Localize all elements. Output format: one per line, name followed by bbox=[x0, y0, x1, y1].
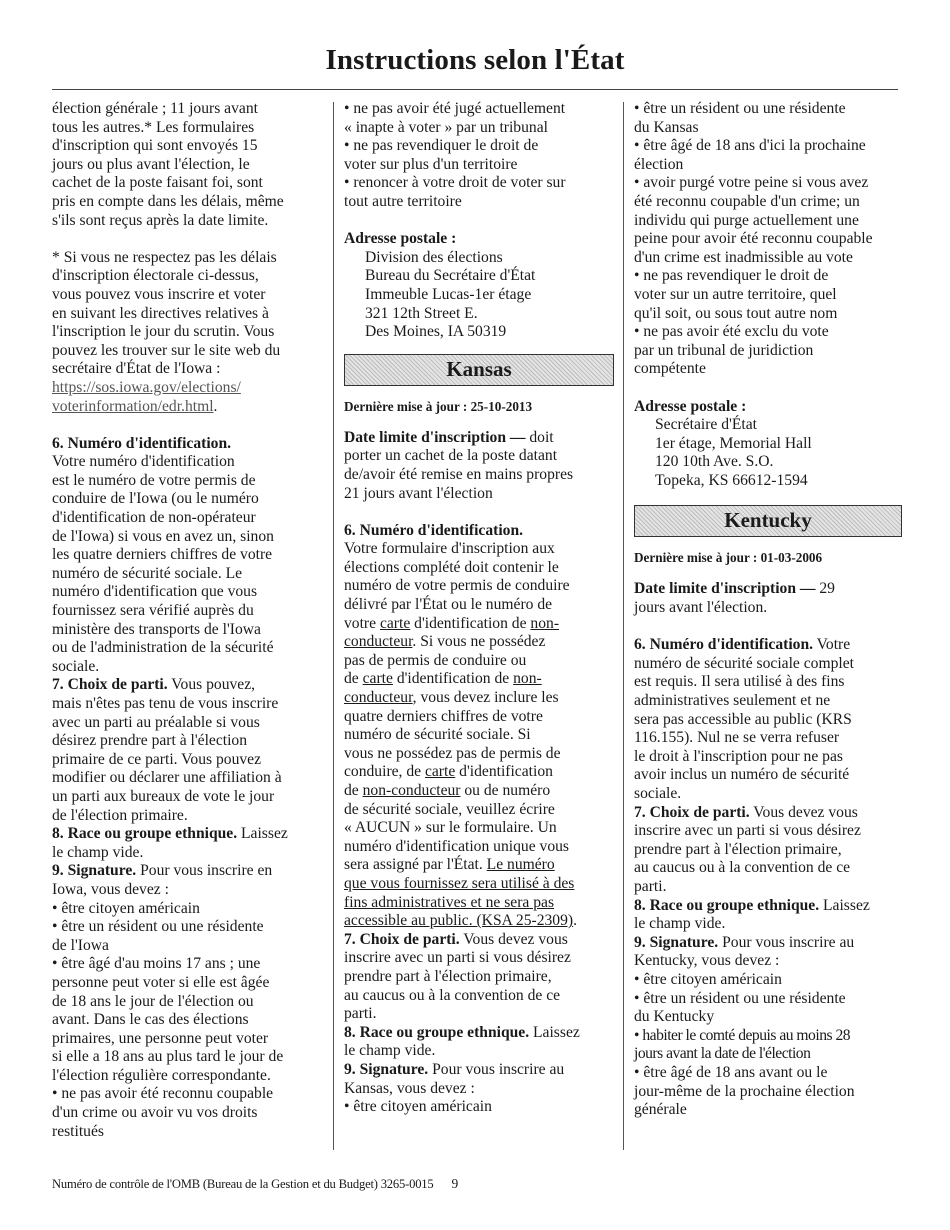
signature-section bbox=[634, 934, 902, 1120]
text-line: • ne pas avoir été jugé actuellement bbox=[344, 100, 566, 117]
mailing-address bbox=[344, 230, 614, 342]
text-fragment: Vous devez vous bbox=[749, 803, 858, 821]
text-line: 116.155). Nul ne se verra refuser bbox=[634, 729, 840, 747]
section-heading: 6. Numéro d'identification. bbox=[52, 434, 232, 452]
text-line: « inapte à voter » par un tribunal bbox=[344, 118, 548, 136]
text-line: du Kentucky bbox=[634, 1008, 715, 1026]
text-fragment: conduire, de bbox=[344, 763, 425, 781]
text-line: est le numéro de votre permis de bbox=[52, 471, 256, 489]
text-line: de sécurité sociale, veuillez écrire bbox=[344, 800, 555, 818]
text-line: inscrire avec un parti si vous désirez bbox=[344, 949, 571, 967]
text-line: jour-même de la prochaine élection bbox=[634, 1082, 855, 1100]
intro-paragraph bbox=[52, 100, 324, 230]
column-divider-1 bbox=[333, 102, 334, 1150]
text-line: • être âgé d'au moins 17 ans ; une bbox=[52, 955, 261, 973]
text-line: ou de l'administration de la sécurité bbox=[52, 639, 274, 657]
text-line: au caucus ou à la convention de ce bbox=[344, 986, 561, 1004]
signature-section bbox=[52, 862, 324, 1141]
section-heading: Date limite d'inscription — bbox=[634, 580, 816, 598]
text-fragment: . bbox=[213, 397, 218, 415]
text-line: désirez prendre part à l'élection bbox=[52, 732, 248, 750]
text-line: • ne pas revendiquer le droit de bbox=[634, 267, 829, 285]
page-title: Instructions selon l'État bbox=[325, 44, 625, 76]
text-line: tout autre territoire bbox=[344, 192, 462, 210]
section-heading: 8. Race ou groupe ethnique. bbox=[634, 896, 820, 914]
continued-list bbox=[344, 100, 614, 212]
text-line: ministère des transports de l'Iowa bbox=[52, 620, 261, 638]
text-line: délivré par l'État ou le numéro de bbox=[344, 596, 553, 614]
text-line: jours avant l'élection. bbox=[634, 599, 768, 617]
text-line: primaire de ce parti. Vous pouvez bbox=[52, 750, 262, 768]
text-line: peine pour avoir été reconnu coupable bbox=[634, 230, 873, 248]
text-line: numéro d'identification unique vous bbox=[344, 837, 569, 855]
text-line: qu'il soit, ou sous tout autre nom bbox=[634, 304, 838, 322]
text-line: le champ vide. bbox=[634, 915, 726, 933]
text-fragment: . Si vous ne possédez bbox=[412, 633, 546, 651]
text-line: parti. bbox=[634, 877, 667, 895]
text-line: été reconnu coupable d'un crime; un bbox=[634, 192, 860, 210]
text-line: • être citoyen américain bbox=[344, 1098, 492, 1116]
text-fragment: sera assigné par l'État. bbox=[344, 856, 487, 874]
address-line: 120 10th Ave. S.O. bbox=[655, 453, 774, 471]
text-line: mais n'êtes pas tenu de vous inscrire bbox=[52, 695, 279, 712]
address-line: Topeka, KS 66612-1594 bbox=[655, 471, 808, 489]
underlined-term: accessible au public. (KSA 25-2309) bbox=[344, 912, 574, 930]
party-section bbox=[634, 804, 902, 897]
text-fragment: Pour vous inscrire au bbox=[718, 933, 855, 951]
text-line: Kentucky, vous devez : bbox=[634, 952, 780, 970]
text-line: conduire de l'Iowa (ou le numéro bbox=[52, 490, 259, 508]
address-line: 321 12th Street E. bbox=[365, 304, 478, 322]
text-line: personne peut voter si elle est âgée bbox=[52, 973, 270, 991]
text-line: inscrire avec un parti si vous désirez bbox=[634, 822, 861, 840]
text-line: prendre part à l'élection primaire, bbox=[634, 840, 842, 858]
text-line: de l'Iowa) si vous en avez un, sinon bbox=[52, 527, 274, 545]
address-line: Des Moines, IA 50319 bbox=[365, 323, 507, 341]
text-fragment: Votre bbox=[813, 636, 851, 654]
text-line: élection bbox=[634, 155, 684, 173]
text-fragment: 29 bbox=[815, 580, 835, 598]
text-line: d'inscription qui sont envoyés 15 bbox=[52, 137, 258, 155]
text-line: tous les autres.* Les formulaires bbox=[52, 118, 255, 136]
text-line: • être un résident ou une résidente bbox=[634, 989, 846, 1007]
section-heading: 8. Race ou groupe ethnique. bbox=[344, 1023, 530, 1041]
text-line: • être citoyen américain bbox=[52, 899, 200, 917]
section-heading: Date limite d'inscription — bbox=[344, 428, 526, 446]
section-heading: 6. Numéro d'identification. bbox=[634, 636, 814, 654]
text-line: le droit à l'inscription pour ne pas bbox=[634, 747, 843, 765]
text-line: au caucus ou à la convention de ce bbox=[634, 859, 851, 877]
section-heading: 6. Numéro d'identification. bbox=[344, 521, 524, 539]
text-line: • ne pas revendiquer le droit de bbox=[344, 137, 539, 155]
section-heading: 8. Race ou groupe ethnique. bbox=[52, 825, 238, 843]
text-line: pas de permis de conduire ou bbox=[344, 651, 527, 669]
text-fragment: doit bbox=[525, 428, 554, 446]
text-line: • ne pas avoir été reconnu coupable bbox=[52, 1085, 274, 1103]
text-line: numéro d'identification que vous bbox=[52, 583, 258, 601]
text-line: Votre formulaire d'inscription aux bbox=[344, 540, 555, 558]
edr-link[interactable]: https://sos.iowa.gov/elections/ bbox=[52, 378, 241, 396]
text-line: d'inscription électorale ci-dessus, bbox=[52, 267, 259, 285]
address-line: Secrétaire d'État bbox=[655, 416, 757, 434]
text-line: le champ vide. bbox=[344, 1042, 436, 1060]
text-fragment: Vous pouvez, bbox=[167, 676, 256, 694]
text-line: individu qui purge actuellement une bbox=[634, 211, 859, 229]
text-line: compétente bbox=[634, 360, 706, 378]
text-fragment: ou de numéro bbox=[460, 782, 551, 799]
omb-control-number: Numéro de contrôle de l'OMB (Bureau de la Gestion et du Budget) 3265-0015 bbox=[52, 1177, 434, 1191]
text-fragment: Laissez bbox=[529, 1023, 580, 1041]
text-line: • habiter le comté depuis au moins 28 bbox=[634, 1026, 851, 1044]
text-fragment: Laissez bbox=[237, 825, 288, 843]
text-fragment: . bbox=[573, 912, 577, 930]
text-line: numéro de sécurité sociale. Le bbox=[52, 564, 243, 582]
text-line: sociale. bbox=[634, 785, 682, 802]
column-kansas bbox=[344, 100, 614, 1117]
text-line: de l'élection primaire. bbox=[52, 806, 188, 824]
underlined-term: non- bbox=[513, 670, 542, 688]
text-line: jours avant la date de l'élection bbox=[634, 1045, 811, 1063]
underlined-term: carte bbox=[362, 670, 393, 688]
text-line: est requis. Il sera utilisé à des fins bbox=[634, 673, 845, 691]
text-line: voter sur un autre territoire, quel bbox=[634, 285, 837, 303]
text-fragment: Pour vous inscrire au bbox=[428, 1060, 565, 1078]
text-line: numéro de votre permis de conduire bbox=[344, 577, 570, 595]
state-header-kansas: Kansas bbox=[344, 354, 614, 386]
text-line: Kansas, vous devez : bbox=[344, 1079, 475, 1097]
text-line: * Si vous ne respectez pas les délais bbox=[52, 248, 277, 266]
text-fragment: Pour vous inscrire en bbox=[136, 862, 273, 880]
edr-link[interactable]: voterinformation/edr.html bbox=[52, 397, 214, 415]
text-fragment: Vous devez vous bbox=[459, 930, 568, 948]
text-fragment: votre bbox=[344, 614, 380, 632]
column-kentucky bbox=[634, 100, 902, 1120]
section-heading: 7. Choix de parti. bbox=[344, 930, 460, 948]
id-section bbox=[52, 435, 324, 677]
address-line: Bureau du Secrétaire d'État bbox=[365, 267, 536, 285]
text-line: du Kansas bbox=[634, 118, 699, 136]
text-line: cachet de la poste faisant foi, sont bbox=[52, 174, 263, 192]
text-fragment: Laissez bbox=[819, 896, 870, 914]
underlined-term: Le numéro bbox=[486, 856, 555, 874]
underlined-term: conducteur bbox=[344, 689, 413, 707]
text-line: • être citoyen américain bbox=[634, 970, 782, 988]
text-line: d'un crime est inadmissible au vote bbox=[634, 248, 853, 266]
text-line: d'identification de non-opérateur bbox=[52, 509, 256, 527]
text-line: porter un cachet de la poste datant bbox=[344, 447, 558, 465]
deadline-section bbox=[634, 580, 902, 617]
section-heading: 9. Signature. bbox=[634, 933, 719, 951]
text-line: avant. Dans le cas des élections bbox=[52, 1011, 249, 1029]
text-line: avoir inclus un numéro de sécurité bbox=[634, 766, 850, 784]
text-fragment: d'identification de bbox=[410, 614, 531, 632]
text-line: • avoir purgé votre peine si vous avez bbox=[634, 174, 869, 192]
text-line: « AUCUN » sur le formulaire. Un bbox=[344, 819, 557, 837]
text-line: restitués bbox=[52, 1122, 104, 1140]
race-section bbox=[344, 1024, 614, 1061]
underlined-term: carte bbox=[424, 763, 456, 781]
text-line: un parti aux bureaux de vote le jour bbox=[52, 787, 275, 805]
state-header-kentucky: Kentucky bbox=[634, 505, 902, 537]
id-section bbox=[344, 522, 614, 931]
text-line: 21 jours avant l'élection bbox=[344, 484, 493, 502]
underlined-term: non- bbox=[530, 614, 560, 632]
section-heading: Adresse postale : bbox=[344, 230, 457, 248]
text-fragment: de bbox=[344, 670, 363, 688]
text-line: générale bbox=[634, 1101, 687, 1119]
text-line: modifier ou déclarer une affiliation à bbox=[52, 769, 282, 787]
text-line: quatre derniers chiffres de votre bbox=[344, 707, 543, 725]
text-line: primaires, une personne peut voter bbox=[52, 1029, 269, 1047]
section-heading: 9. Signature. bbox=[52, 862, 137, 880]
column-divider-2 bbox=[623, 102, 624, 1150]
text-fragment: , vous devez inclure les bbox=[412, 689, 559, 707]
continued-list bbox=[634, 100, 902, 379]
title-rule bbox=[52, 89, 898, 90]
text-line: • être un résident ou une résidente bbox=[634, 100, 846, 117]
text-line: secrétaire d'État de l'Iowa : bbox=[52, 360, 221, 378]
address-line: Immeuble Lucas-1er étage bbox=[365, 285, 532, 303]
text-line: • renoncer à votre droit de voter sur bbox=[344, 174, 566, 192]
deadline-section bbox=[344, 429, 614, 503]
race-section bbox=[52, 825, 324, 862]
text-line: l'élection régulière correspondante. bbox=[52, 1066, 271, 1084]
text-line: d'un crime ou avoir vu vos droits bbox=[52, 1104, 258, 1122]
text-line: numéro de sécurité sociale complet bbox=[634, 654, 854, 672]
text-line: de/avoir été remise en mains propres bbox=[344, 465, 574, 483]
last-updated: Dernière mise à jour : 01-03-2006 bbox=[634, 550, 823, 566]
text-line: vous pouvez vous inscrire et voter bbox=[52, 285, 266, 303]
signature-section bbox=[344, 1061, 614, 1117]
text-line: pris en compte dans les délais, même bbox=[52, 192, 284, 210]
text-line: élection générale ; 11 jours avant bbox=[52, 100, 258, 117]
text-line: • être âgé de 18 ans d'ici la prochaine bbox=[634, 137, 866, 155]
text-fragment: d'identification de bbox=[392, 670, 514, 688]
page-footer bbox=[52, 1176, 458, 1192]
address-line: Division des élections bbox=[365, 248, 503, 266]
text-line: élections complété doit contenir le bbox=[344, 558, 559, 576]
text-line: si elle a 18 ans au plus tard le jour de bbox=[52, 1048, 284, 1066]
text-line: • être un résident ou une résidente bbox=[52, 918, 264, 936]
id-section bbox=[634, 636, 902, 803]
column-iowa bbox=[52, 100, 324, 1141]
text-line: voter sur plus d'un territoire bbox=[344, 155, 518, 173]
text-line: • ne pas avoir été exclu du vote bbox=[634, 323, 829, 341]
page-number: 9 bbox=[451, 1176, 459, 1191]
text-line: Iowa, vous devez : bbox=[52, 880, 169, 898]
text-line: Votre numéro d'identification bbox=[52, 453, 235, 471]
text-fragment: d'identification bbox=[455, 763, 553, 781]
race-section bbox=[634, 897, 902, 934]
text-line: • être âgé de 18 ans avant ou le bbox=[634, 1063, 828, 1081]
underlined-term: conducteur bbox=[344, 633, 413, 651]
section-heading: 9. Signature. bbox=[344, 1060, 429, 1078]
text-line: administratives seulement et ne bbox=[634, 692, 831, 710]
underlined-term: carte bbox=[379, 614, 411, 632]
underlined-line: que vous fournissez sera utilisé à des bbox=[344, 874, 575, 892]
party-section bbox=[344, 931, 614, 1024]
edr-note bbox=[52, 249, 324, 416]
text-line: fournissez sera vérifié auprès du bbox=[52, 602, 254, 620]
section-heading: Adresse postale : bbox=[634, 397, 747, 415]
text-line: pouvez les trouver sur le site web du bbox=[52, 341, 281, 359]
mailing-address bbox=[634, 398, 902, 491]
text-fragment: de bbox=[344, 782, 363, 799]
text-line: sociale. bbox=[52, 657, 100, 675]
underlined-term: non-conducteur bbox=[362, 782, 461, 799]
section-heading: 7. Choix de parti. bbox=[634, 803, 750, 821]
underlined-line: fins administratives et ne sera pas bbox=[344, 893, 555, 911]
text-line: en suivant les directives relatives à bbox=[52, 304, 269, 322]
section-heading: 7. Choix de parti. bbox=[52, 676, 168, 694]
text-line: de l'Iowa bbox=[52, 936, 109, 954]
text-line: vous ne possédez pas de permis de bbox=[344, 744, 561, 762]
address-line: 1er étage, Memorial Hall bbox=[655, 434, 812, 452]
text-line: les quatre derniers chiffres de votre bbox=[52, 546, 273, 564]
text-line: sera pas accessible au public (KRS bbox=[634, 710, 852, 728]
text-line: numéro de sécurité sociale. Si bbox=[344, 726, 531, 744]
text-line: le champ vide. bbox=[52, 843, 144, 861]
text-line: par un tribunal de juridiction bbox=[634, 341, 814, 359]
text-line: jours ou plus avant l'élection, le bbox=[52, 155, 250, 173]
text-line: s'ils sont reçus après la date limite. bbox=[52, 211, 269, 229]
text-line: avec un parti au préalable si vous bbox=[52, 713, 260, 731]
text-line: prendre part à l'élection primaire, bbox=[344, 967, 552, 985]
last-updated: Dernière mise à jour : 25-10-2013 bbox=[344, 398, 533, 414]
text-line: parti. bbox=[344, 1005, 377, 1023]
text-line: l'inscription le jour du scrutin. Vous bbox=[52, 323, 275, 341]
text-line: de 18 ans le jour de l'élection ou bbox=[52, 992, 254, 1010]
party-section bbox=[52, 676, 324, 825]
